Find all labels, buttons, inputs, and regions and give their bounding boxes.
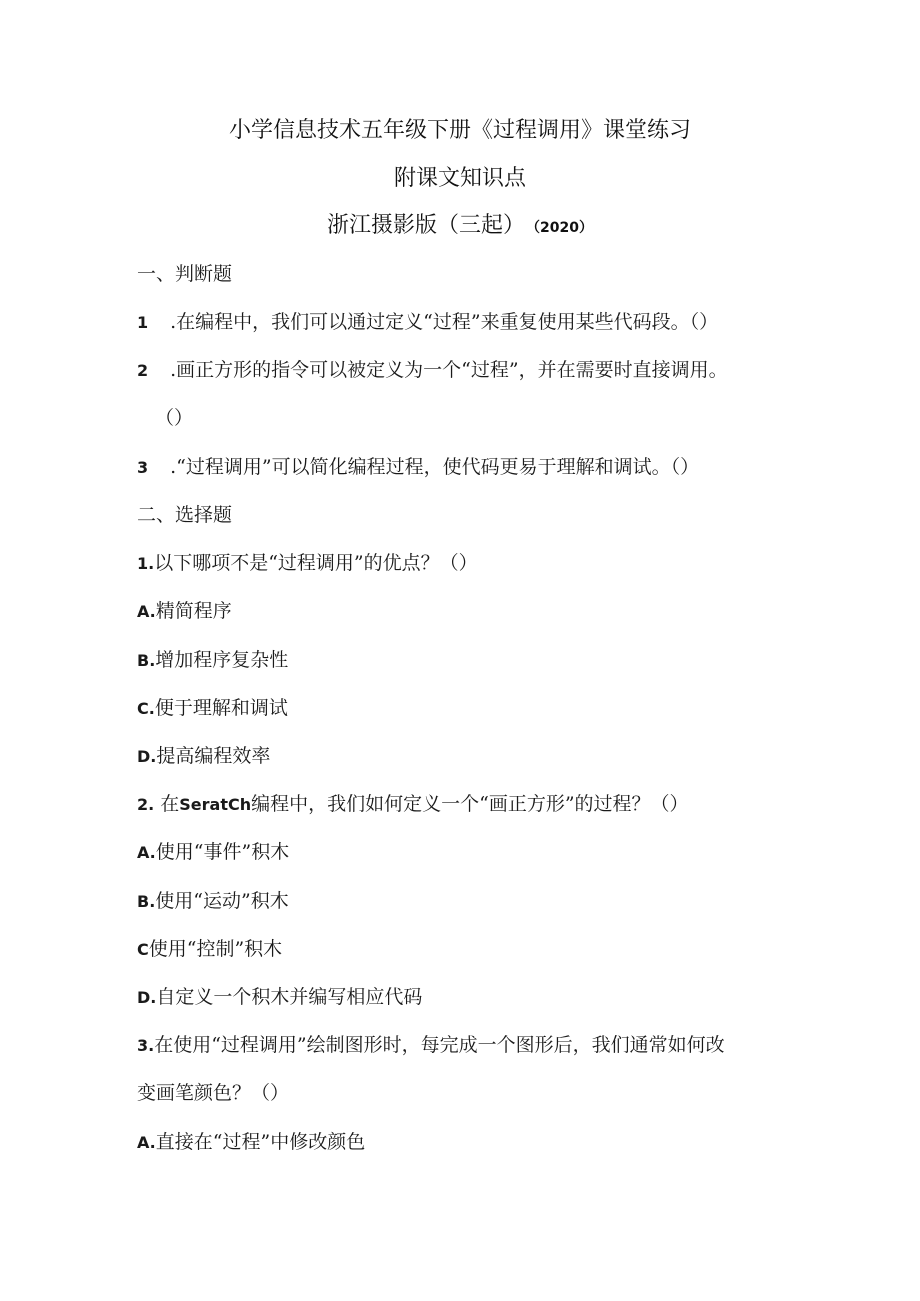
item-text: .“过程调用”可以简化编程过程，使代码更易于理解和调试。（） xyxy=(170,456,700,478)
judgement-item-2-continuation: （） xyxy=(155,407,194,429)
section-heading-judgement: 一、判断题 xyxy=(137,263,233,285)
item-number: 3 xyxy=(137,458,149,477)
q2-option-c xyxy=(137,935,282,964)
option-label: C. xyxy=(137,699,155,718)
question-text: 以下哪项不是“过程调用”的优点？（） xyxy=(154,552,478,574)
option-text: 使用“事件”积木 xyxy=(155,841,290,863)
q1-option-c xyxy=(137,694,288,723)
question-2 xyxy=(137,790,689,819)
question-3-continuation: 变画笔颜色？（） xyxy=(137,1082,290,1104)
option-text: 使用“控制”积木 xyxy=(148,938,283,960)
q3-option-a xyxy=(137,1128,365,1157)
question-text: 在使用“过程调用”绘制图形时，每完成一个图形后，我们通常如何改 xyxy=(154,1034,725,1056)
option-text: 增加程序复杂性 xyxy=(155,649,289,671)
option-label: A. xyxy=(137,602,156,621)
q1-option-b xyxy=(137,646,288,675)
question-pre: 在 xyxy=(154,793,180,815)
option-label: A. xyxy=(137,1133,156,1152)
question-number: 3. xyxy=(137,1036,155,1055)
question-number: 1. xyxy=(137,554,155,573)
doc-subtitle: 附课文知识点 xyxy=(393,166,526,191)
option-label: A. xyxy=(137,843,156,862)
option-label: D. xyxy=(137,747,157,766)
option-text: 提高编程效率 xyxy=(156,745,271,767)
item-text: .在编程中，我们可以通过定义“过程”来重复使用某些代码段。（） xyxy=(170,311,719,333)
q1-option-d xyxy=(137,742,270,771)
judgement-item-2 xyxy=(137,356,728,385)
doc-edition xyxy=(0,211,920,243)
option-label: B. xyxy=(137,892,156,911)
judgement-item-3 xyxy=(137,453,699,482)
option-label: D. xyxy=(137,988,157,1007)
edition-year: （2020） xyxy=(533,220,593,236)
item-number: 1 xyxy=(137,313,149,332)
q2-option-b xyxy=(137,887,289,916)
option-text: 自定义一个积木并编写相应代码 xyxy=(156,986,423,1008)
question-text: 编程中，我们如何定义一个“画正方形”的过程？（） xyxy=(251,793,689,815)
edition-text: 浙江摄影版（三起） xyxy=(327,213,526,238)
q2-option-d xyxy=(137,983,422,1012)
option-text: 使用“运动”积木 xyxy=(155,890,289,912)
option-label: B. xyxy=(137,651,156,670)
doc-title: 小学信息技术五年级下册《过程调用》课堂练习 xyxy=(228,118,691,143)
q2-option-a xyxy=(137,838,289,867)
item-number: 2 xyxy=(137,361,149,380)
option-text: 直接在“过程”中修改颜色 xyxy=(155,1131,366,1153)
question-1 xyxy=(137,549,478,578)
section-heading-choice: 二、选择题 xyxy=(137,504,233,526)
option-label: C xyxy=(137,940,149,959)
question-3 xyxy=(137,1031,725,1060)
item-text: .画正方形的指令可以被定义为一个“过程”，并在需要时直接调用。 xyxy=(170,359,728,381)
q1-option-a xyxy=(137,597,232,626)
judgement-item-1 xyxy=(137,308,718,337)
question-keyword: SeratCh xyxy=(179,795,252,814)
option-text: 精简程序 xyxy=(155,600,232,622)
question-number: 2. xyxy=(137,795,155,814)
option-text: 便于理解和调试 xyxy=(154,697,288,719)
